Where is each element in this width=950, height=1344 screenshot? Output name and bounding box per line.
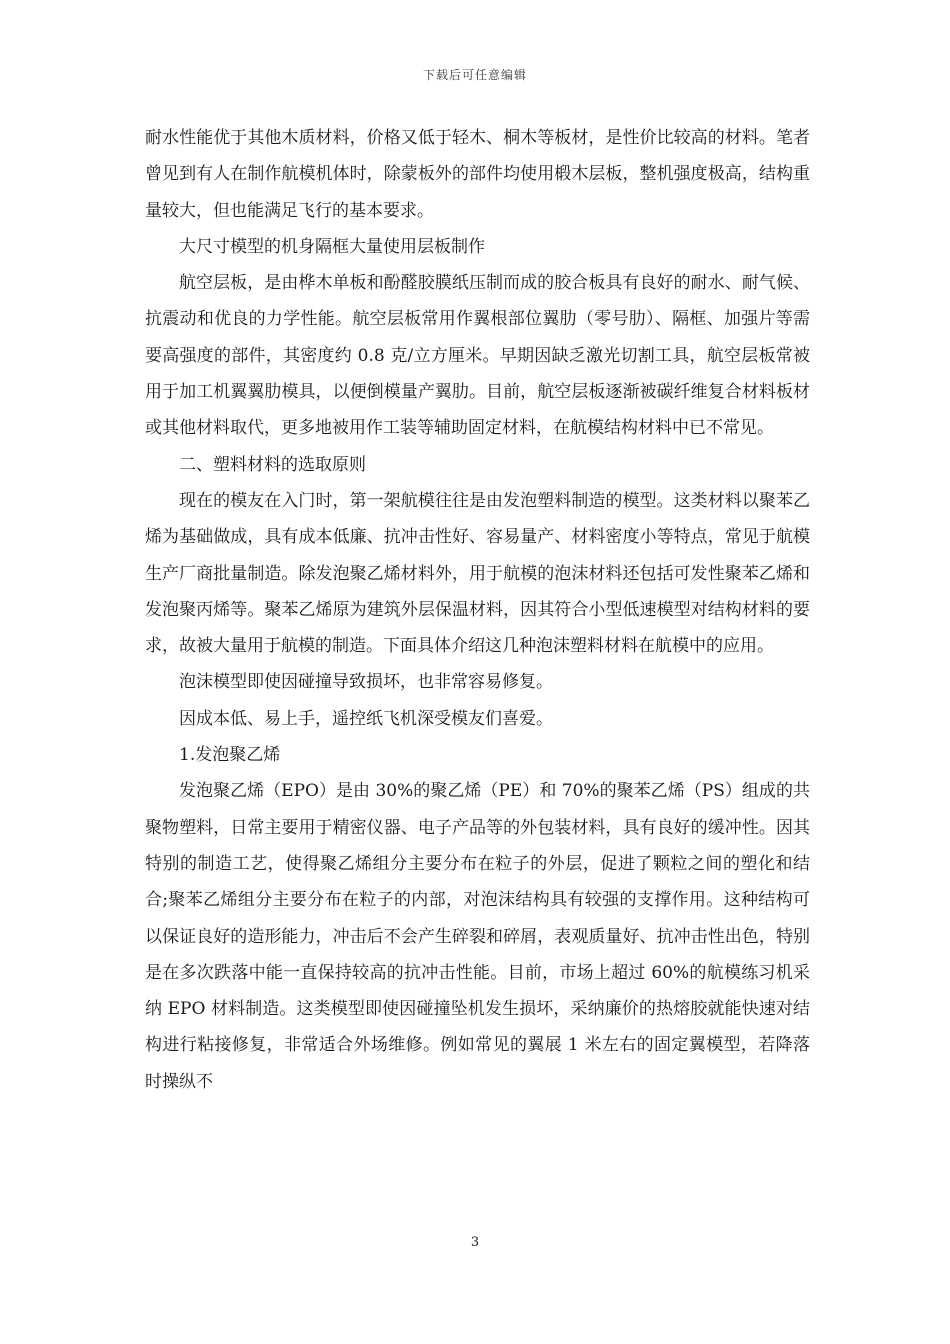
paragraph: 耐水性能优于其他木质材料，价格又低于轻木、桐木等板材，是性价比较高的材料。笔者曾见到有人在制作航模机体时，除蒙板外的部件均使用椴木层板，整机强度极高，结构重量较大，但也能满足飞行的基本要求。 [145, 128, 810, 221]
figure-caption: 因成本低、易上手，遥控纸飞机深受模友们喜爱。 [179, 708, 553, 729]
paragraph: 航空层板，是由桦木单板和酚醛胶膜纸压制而成的胶合板具有良好的耐水、耐气候、抗震动和优良的力学性能。航空层板常用作翼根部位翼肋（零号肋）、隔框、加强片等需要高强度的部件，其密度约 0.8 克/立方厘米。早期因缺乏激光切割工具，航空层板常被用于加工机翼翼肋模具，以便倒模量产翼肋。目前，航空层板逐渐被碳纤维复合材料板材或其他材料取代，更多地被用作工装等辅助固定材料，在航模结构材料中已不常见。 [145, 273, 810, 439]
paragraph: 现在的模友在入门时，第一架航模往往是由发泡塑料制造的模型。这类材料以聚苯乙烯为基础做成，具有成本低廉、抗冲击性好、容易量产、材料密度小等特点，常见于航模生产厂商批量制造。除发泡聚乙烯材料外，用于航模的泡沫材料还包括可发性聚苯乙烯和发泡聚丙烯等。聚苯乙烯原为建筑外层保温材料，因其符合小型低速模型对结构材料的要求，故被大量用于航模的制造。下面具体介绍这几种泡沫塑料材料在航模中的应用。 [145, 490, 810, 657]
paragraph: 发泡聚乙烯（EPO）是由 30%的聚乙烯（PE）和 70%的聚苯乙烯（PS）组成的共聚物塑料，日常主要用于精密仪器、电子产品等的外包装材料，具有良好的缓冲性。因其特别的制造工艺，使得聚乙烯组分主要分布在粒子的外层，促进了颗粒之间的塑化和结合;聚苯乙烯组分主要分布在粒子的内部，对泡沫结构具有较强的支撑作用。这种结构可以保证良好的造形能力，冲击后不会产生碎裂和碎屑，表观质量好、抗冲击性出色，特别是在多次跌落中能一直保持较高的抗冲击性能。目前，市场上超过 60%的航模练习机采纳 EPO 材料制造。这类模型即使因碰撞坠机发生损坏，采纳廉价的热熔胶就能快速对结构进行粘接修复，非常适合外场维修。例如常见的翼展 1 米左右的固定翼模型，若降落时操纵不 [145, 781, 810, 1092]
figure-caption: 泡沫模型即使因碰撞导致损坏，也非常容易修复。 [179, 672, 553, 693]
page-number: 3 [470, 1235, 480, 1250]
subsection-heading: 1.发泡聚乙烯 [179, 745, 281, 766]
section-heading: 二、塑料材料的选取原则 [179, 454, 366, 475]
page-header: 下载后可任意编辑 [422, 68, 527, 82]
figure-caption: 大尺寸模型的机身隔框大量使用层板制作 [179, 236, 485, 257]
document-body [145, 120, 810, 1100]
